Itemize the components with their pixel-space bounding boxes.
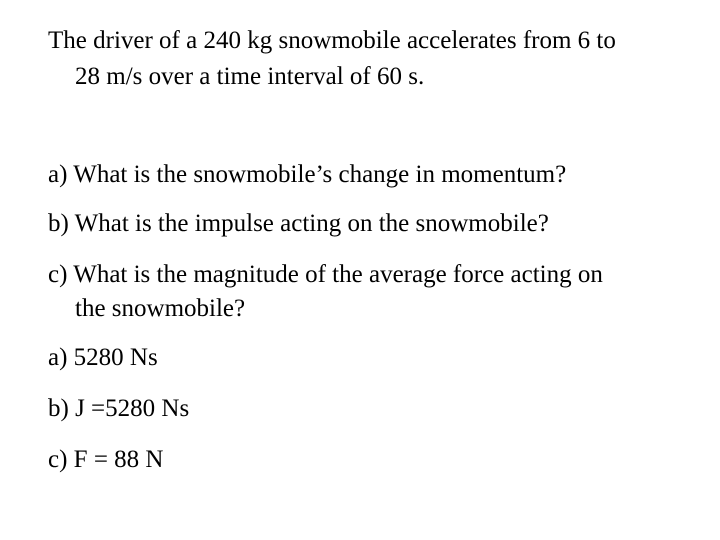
answer-c: c) F = 88 N bbox=[48, 446, 164, 473]
question-c-line-2: the snowmobile? bbox=[75, 295, 246, 322]
problem-line-1: The driver of a 240 kg snowmobile accelerates from 6 to bbox=[48, 27, 616, 54]
problem-line-2: 28 m/s over a time interval of 60 s. bbox=[75, 63, 425, 90]
question-c-line-1: c) What is the magnitude of the average force acting on bbox=[48, 261, 603, 288]
question-b: b) What is the impulse acting on the snowmobile? bbox=[48, 210, 549, 237]
answer-b: b) J =5280 Ns bbox=[48, 395, 190, 422]
answer-a: a) 5280 Ns bbox=[48, 344, 158, 371]
question-a: a) What is the snowmobile’s change in momentum? bbox=[48, 161, 567, 188]
